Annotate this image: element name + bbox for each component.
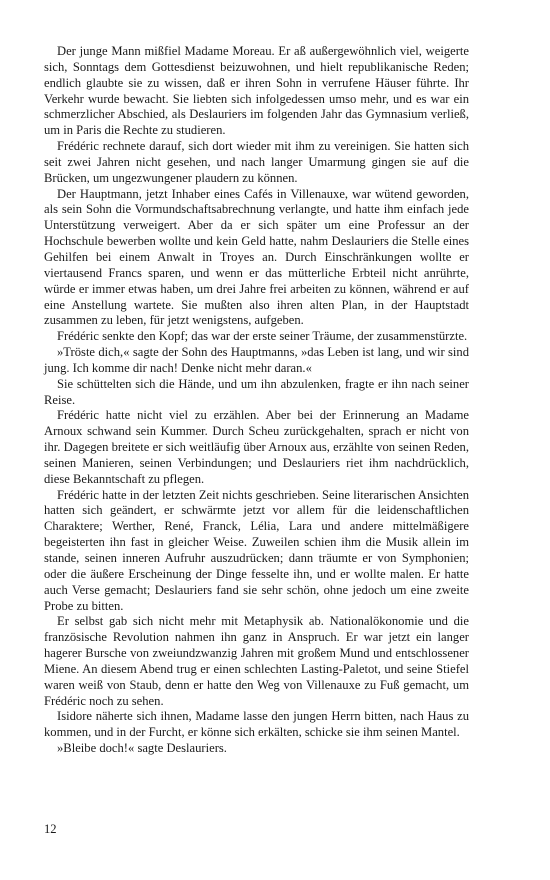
paragraph: Frédéric rechnete darauf, sich dort wieder mit ihm zu vereinigen. Sie hatten sich seit zwei Jahren nicht gesehen, und nach langer Umarmung gingen sie auf die Brücken, um ungezwungener plaudern zu können. (44, 139, 469, 185)
paragraph: Sie schüttelten sich die Hände, und um ihn abzulenken, fragte er ihn nach seiner Reise. (44, 376, 469, 407)
page-number: 12 (44, 822, 57, 836)
paragraph: Der Hauptmann, jetzt Inhaber eines Cafés in Villenauxe, war wütend geworden, als sein Sohn die Vormundschaftsabrechnung verlangte, und hatte ihm einfach jede Unterstützung verweigert. Aber da er sich später um eine Professur an der Hochschule bewerben wollte und kein Geld hatte, nahm Deslauriers die Stelle eines Gehilfen bei einem Anwalt in Troyes an. Durch Einschränkungen wollte er viertausend Francs sparen, und wenn er das mütterliche Erbteil nicht anrührte, würde er immer etwas haben, um drei Jahre frei arbeiten zu können, während er auf eine Anstellung wartete. Sie mußten also ihren alten Plan, in der Hauptstadt zusammen zu leben, für jetzt wenigstens, aufgeben. (44, 186, 469, 328)
paragraph: Frédéric hatte in der letzten Zeit nichts geschrieben. Seine literarischen Ansichten hatten sich geändert, er schwärmte jetzt vor allem für die leidenschaftlichen Charaktere; Werther, René, Franck, Lélia, Lara und andere mittelmäßigere begeisterten ihn fast in gleicher Weise. Zuweilen schien ihm die Musik allein im stande, seinen inneren Aufruhr auszudrücken; dann träumte er von Symphonien; oder die äußere Erscheinung der Dinge fesselte ihn, und er wollte malen. Er hatte auch Verse gemacht; Deslauriers fand sie sehr schön, ohne jedoch um eine zweite Probe zu bitten. (44, 487, 469, 613)
paragraph: »Bleibe doch!« sagte Deslauriers. (57, 741, 227, 756)
paragraph: Frédéric senkte den Kopf; das war der erste seiner Träume, der zusammenstürzte. (57, 329, 468, 344)
paragraph: Isidore näherte sich ihnen, Madame lasse den jungen Herrn bitten, nach Haus zu kommen, und in der Furcht, er könne sich erkälten, schicke sie ihm seinen Mantel. (44, 709, 469, 740)
paragraph: »Tröste dich,« sagte der Sohn des Hauptmanns, »das Leben ist lang, und wir sind jung. Ich komme dir nach! Denke nicht mehr daran.« (44, 345, 469, 375)
paragraph: Frédéric hatte nicht viel zu erzählen. Aber bei der Erinnerung an Madame Arnoux schwand sein Kummer. Durch Scheu zurückgehalten, sprach er nicht von ihr. Dagegen breitete er sich weitläufig über Arnoux aus, erzählte von seinen Reden, seinen Manieren, seinen Verbindungen; und Deslauriers riet ihm nachdrücklich, diese Bekanntschaft zu pflegen. (44, 408, 469, 486)
body-text (44, 44, 469, 757)
paragraph: Er selbst gab sich nicht mehr mit Metaphysik ab. Nationalökonomie und die französische Revolution nahmen ihn ganz in Anspruch. Er war jetzt ein langer hagerer Bursche von zweiundzwanzig Jahren mit großem Mund und entschlossener Miene. An diesem Abend trug er einen schlechten Lasting-Paletot, und seine Stiefel waren weiß von Staub, denn er hatte den Weg von Villenauxe zu Fuß gemacht, um Frédéric noch zu sehen. (44, 614, 469, 708)
paragraph: Der junge Mann mißfiel Madame Moreau. Er aß außergewöhnlich viel, weigerte sich, Sonntags dem Gottesdienst beizuwohnen, und hielt republikanische Reden; endlich glaubte sie zu wissen, daß er ihren Sohn in verrufene Häuser führte. Ihr Verkehr wurde bewacht. Sie liebten sich infolgedessen umso mehr, und es war ein schmerzlicher Abschied, als Deslauriers im folgenden Jahr das Gymnasium verließ, um in Paris die Rechte zu studieren. (44, 44, 469, 138)
